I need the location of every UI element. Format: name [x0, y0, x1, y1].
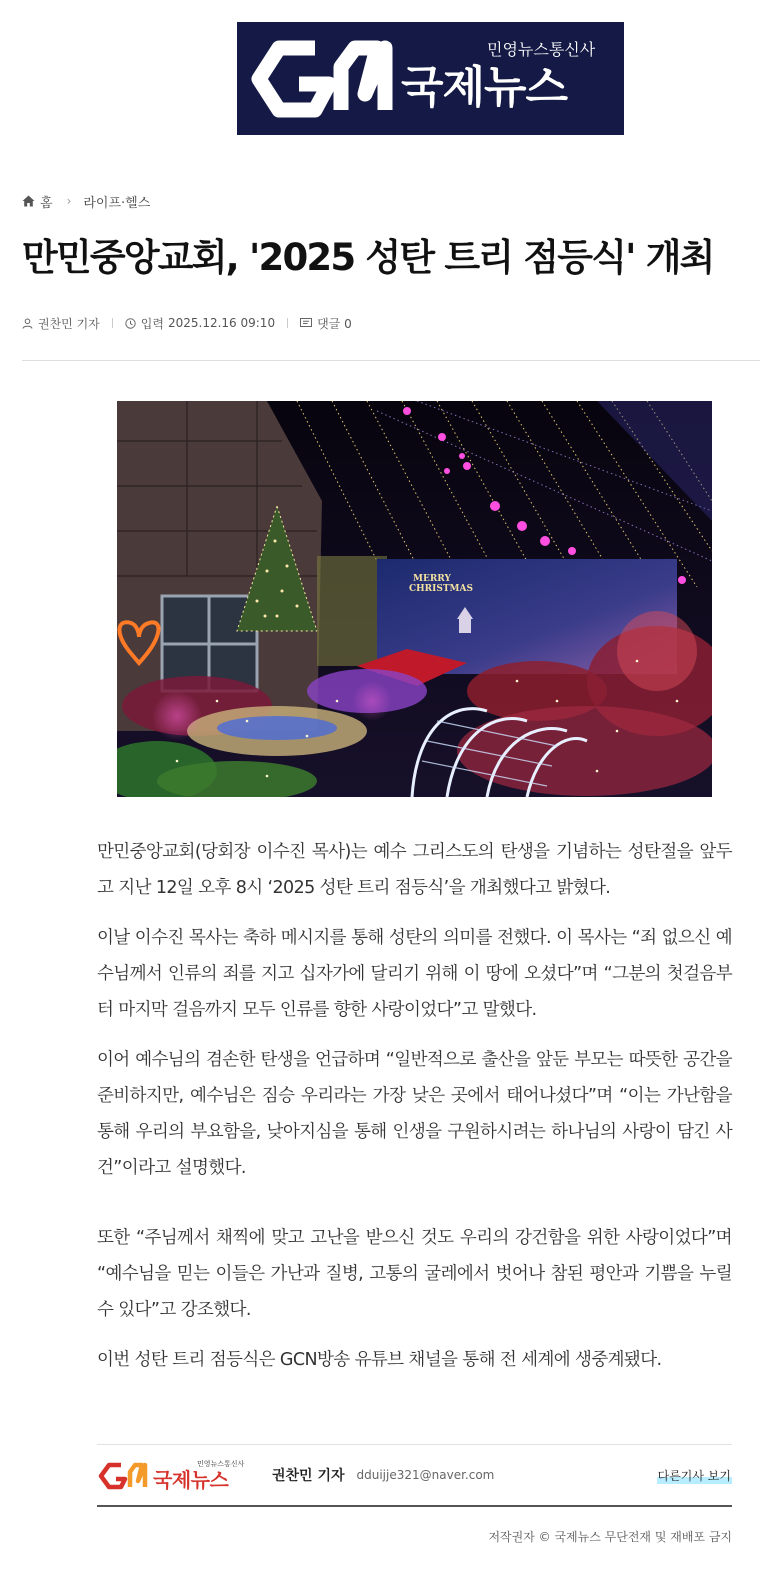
article-paragraph: 이날 이수진 목사는 축하 메시지를 통해 성탄의 의미를 전했다. 이 목사는 “죄 없으신 예수님께서 인류의 죄를 지고 십자가에 달리기 위해 이 땅에 오셨다”며 “그분의 첫걸음부터 마지막 걸음까지 모두 인류를 향한 사랑이었다”고 말했다. [97, 928, 732, 1020]
more-articles-link[interactable]: 다른기사 보기 [657, 1468, 731, 1483]
comments-link[interactable] [300, 315, 352, 332]
byline-logo-brand: 국제뉴스 [153, 1468, 229, 1492]
author-info [22, 315, 100, 332]
copyright-notice: 저작권자 © 국제뉴스 무단전재 및 재배포 금지 [488, 1530, 732, 1544]
breadcrumb [22, 192, 150, 210]
logo-n-mark [341, 48, 385, 110]
comment-count[interactable]: 댓글 0 [317, 316, 352, 331]
article-paragraph: 만민중앙교회(당회장 이수진 목사)는 예수 그리스도의 탄생을 기념하는 성탄절을 앞두고 지난 12일 오후 8시 ‘2025 성탄 트리 점등식’을 개최했다고 밝혔다. [97, 842, 732, 898]
divider [287, 318, 288, 328]
photo-sign-christmas: CHRISTMAS [409, 584, 473, 594]
date-label: 입력 [140, 316, 164, 331]
article-photo [117, 401, 712, 797]
article-paragraph: 또한 “주님께서 채찍에 맞고 고난을 받으신 것도 우리의 강건함을 위한 사랑이었다”며 “예수님을 믿는 이들은 가난과 질병, 고통의 굴레에서 벗어나 참된 평안과 기쁨을 누릴 수 있다”고 강조했다. [97, 1228, 732, 1320]
divider [112, 318, 113, 328]
logo-g-mark [259, 48, 329, 110]
masthead-brand: 국제뉴스 [401, 62, 568, 113]
breadcrumb-home[interactable]: 홈 [40, 195, 53, 211]
breadcrumb-section[interactable]: 라이프·헬스 [83, 195, 151, 211]
reporter-byline [97, 1444, 732, 1507]
article-title: 만민중앙교회, '2025 성탄 트리 점등식' 개최 [22, 236, 714, 279]
article-info-bar [22, 313, 352, 333]
reporter-name: 권찬민 기자 [272, 1468, 345, 1484]
home-icon[interactable] [22, 195, 35, 207]
header-divider [22, 360, 760, 361]
reporter-email[interactable]: dduijje321@naver.com [356, 1468, 495, 1482]
byline-logo-tagline: 민영뉴스통신사 [197, 1460, 245, 1468]
article-paragraph: 이번 성탄 트리 점등식은 GCN방송 유튜브 채널을 통해 전 세계에 생중계됐다. [97, 1350, 662, 1370]
masthead-logo[interactable] [237, 22, 624, 135]
publish-date: 2025.12.16 09:10 [167, 316, 276, 330]
masthead-tagline: 민영뉴스통신사 [487, 40, 596, 59]
date-info [125, 315, 275, 332]
comment-icon [300, 318, 312, 329]
byline-logo[interactable] [97, 1455, 252, 1495]
author-name: 권찬민 기자 [38, 316, 100, 331]
photo-sign-merry: MERRY [413, 574, 451, 584]
clock-icon [125, 318, 136, 329]
article-body [97, 834, 732, 1392]
article-paragraph: 이어 예수님의 겸손한 탄생을 언급하며 “일반적으로 출산을 앞둔 부모는 따뜻한 공간을 준비하지만, 예수님은 짐승 우리라는 가장 낮은 곳에서 태어나셨다”며 “이는 가난함을 통해 우리의 부요함을, 낮아지심을 통해 인생을 구원하시려는 하나님의 사랑이 담긴 사건”이라고 설명했다. [97, 1050, 732, 1178]
chevron-right-icon: › [66, 194, 72, 208]
person-icon [22, 318, 33, 329]
